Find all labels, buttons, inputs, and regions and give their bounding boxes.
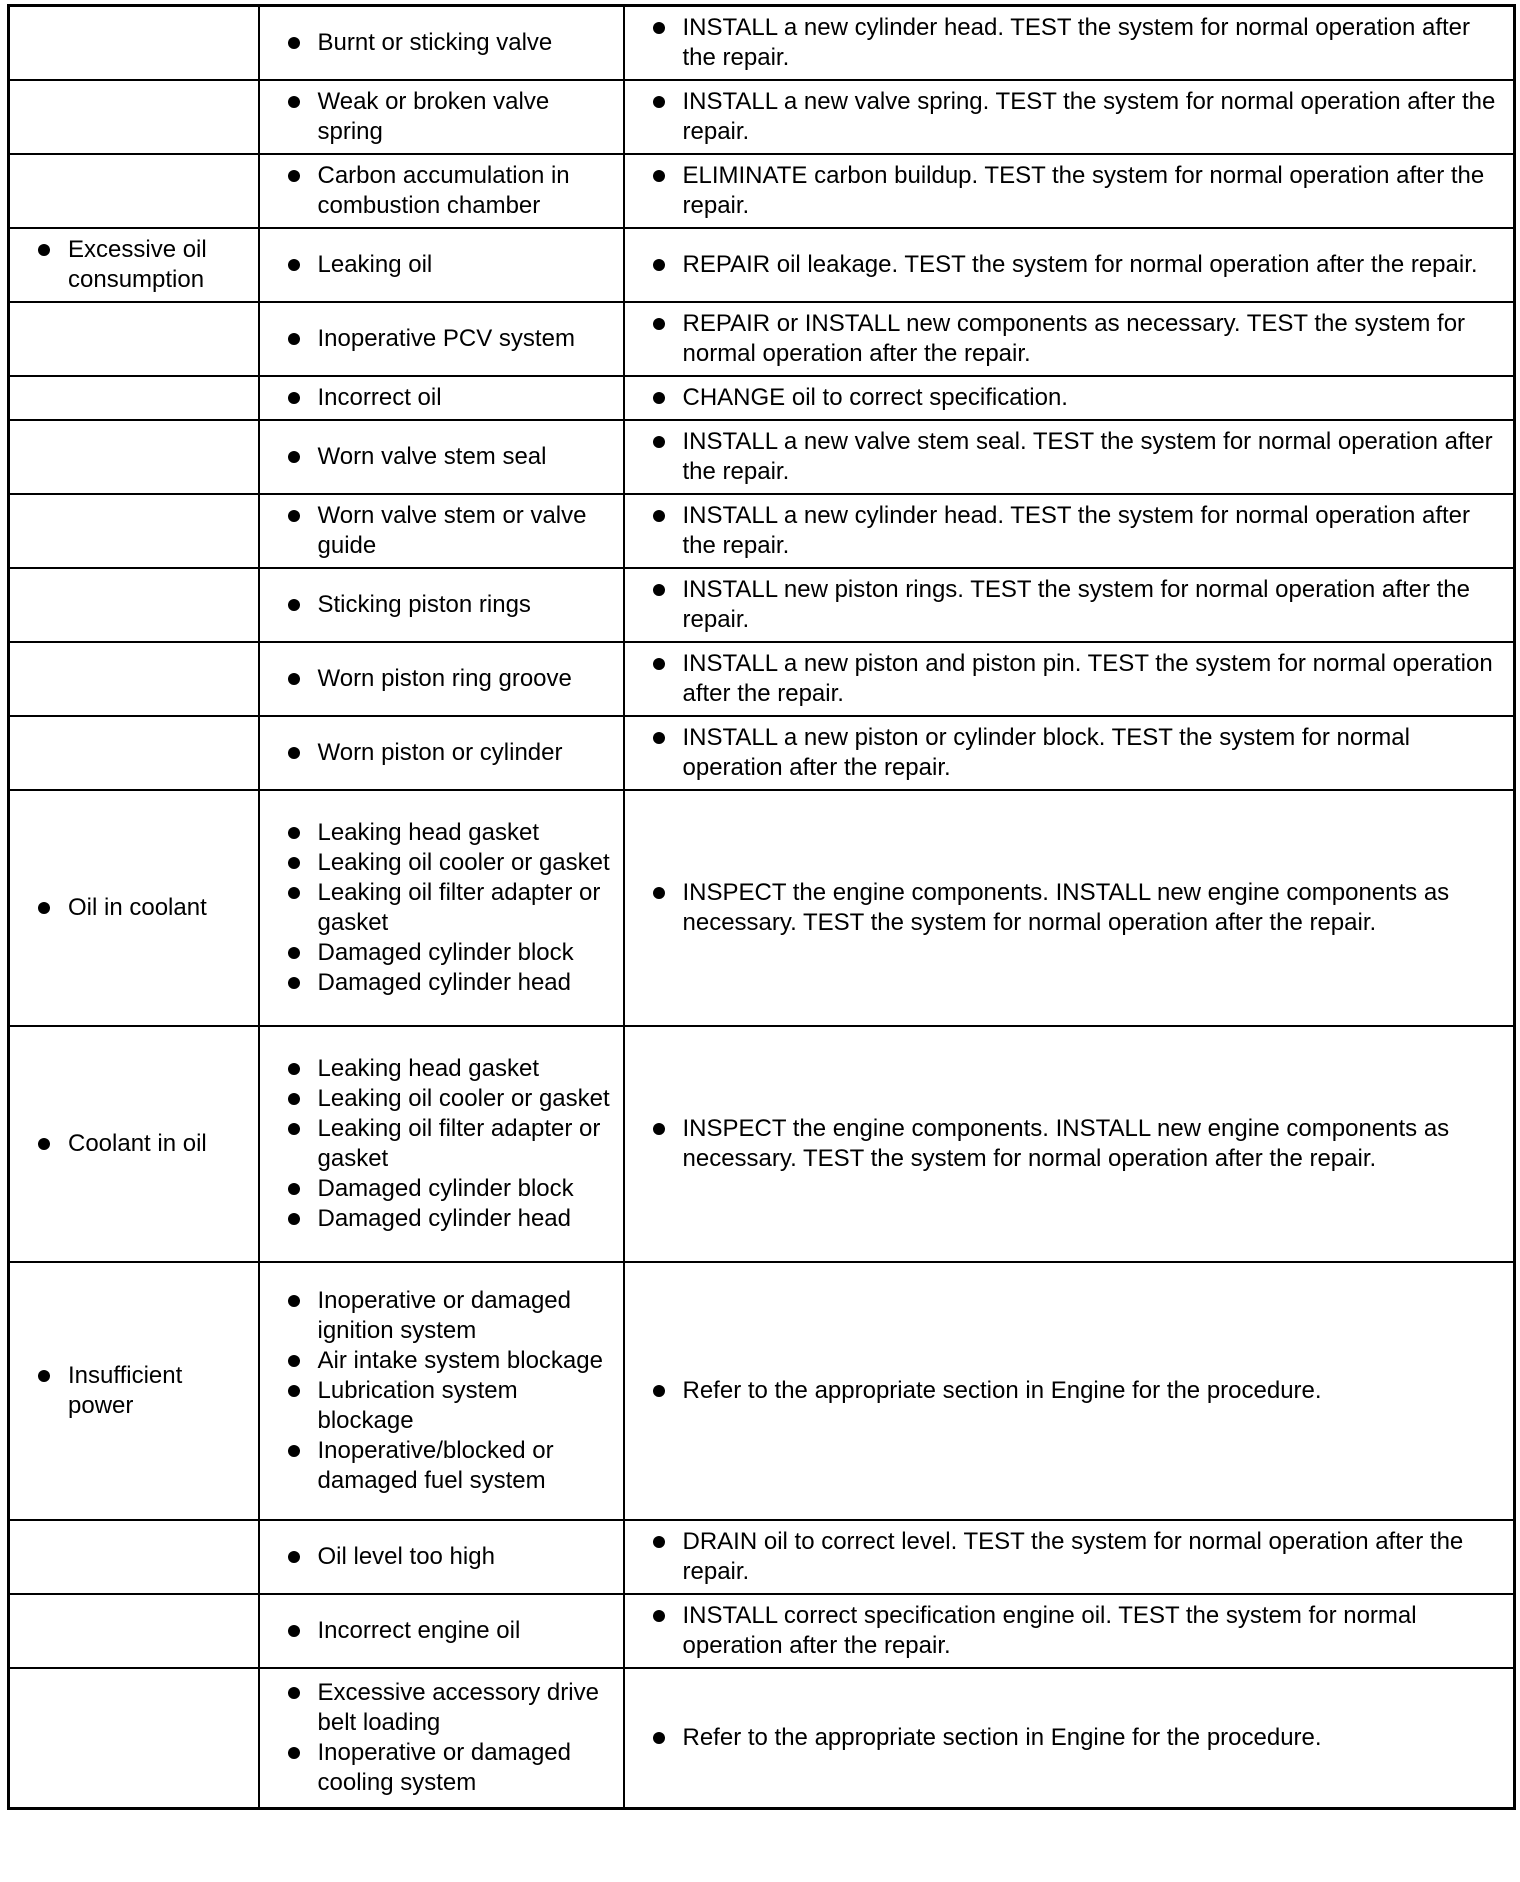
cause-cell-list	[260, 81, 623, 153]
table-row	[9, 80, 1515, 154]
condition-cell	[9, 1262, 259, 1520]
cause-cell-list	[260, 436, 623, 478]
table-row	[9, 568, 1515, 642]
condition-cell	[9, 568, 259, 642]
condition-cell	[9, 1026, 259, 1262]
bullet-item: INSTALL a new piston and piston pin. TEST the system for normal operation after the repair.	[625, 649, 1504, 709]
bullet-item: Worn valve stem seal	[260, 442, 615, 472]
cause-cell	[259, 420, 624, 494]
bullet-item: Damaged cylinder head	[260, 968, 615, 998]
bullet-item: Leaking oil filter adapter or gasket	[260, 1114, 615, 1174]
bullet-item: Damaged cylinder head	[260, 1204, 615, 1234]
action-cell-list	[625, 1370, 1514, 1412]
bullet-item: Carbon accumulation in combustion chamber	[260, 161, 615, 221]
cause-cell	[259, 1520, 624, 1594]
action-cell-list	[625, 495, 1514, 567]
action-cell-list	[625, 303, 1514, 375]
table-row	[9, 1594, 1515, 1668]
table-row	[9, 228, 1515, 302]
action-cell	[624, 80, 1515, 154]
bullet-item: Leaking oil cooler or gasket	[260, 848, 615, 878]
bullet-item: INSTALL a new cylinder head. TEST the system for normal operation after the repair.	[625, 501, 1504, 561]
condition-cell	[9, 80, 259, 154]
condition-cell	[9, 494, 259, 568]
cause-cell	[259, 376, 624, 420]
cause-cell-list	[260, 22, 623, 64]
action-cell-list	[625, 377, 1514, 419]
table-row	[9, 376, 1515, 420]
action-cell-list	[625, 81, 1514, 153]
symptom-diagnosis-table	[7, 4, 1516, 1810]
cause-cell	[259, 302, 624, 376]
bullet-item: Lubrication system blockage	[260, 1376, 615, 1436]
condition-cell	[9, 716, 259, 790]
action-cell-list	[625, 1717, 1514, 1759]
cause-cell-list	[260, 495, 623, 567]
bullet-item: DRAIN oil to correct level. TEST the system for normal operation after the repair.	[625, 1527, 1504, 1587]
cause-cell	[259, 494, 624, 568]
cause-cell-list	[260, 584, 623, 626]
cause-cell	[259, 80, 624, 154]
cause-cell-list	[260, 1672, 623, 1804]
cause-cell-list	[260, 1280, 623, 1502]
cause-cell-list	[260, 1048, 623, 1240]
condition-cell	[9, 228, 259, 302]
action-cell	[624, 1520, 1515, 1594]
bullet-item: Inoperative PCV system	[260, 324, 615, 354]
bullet-item: Burnt or sticking valve	[260, 28, 615, 58]
bullet-item: INSPECT the engine components. INSTALL new engine components as necessary. TEST the system for normal operation after the repair.	[625, 878, 1504, 938]
cause-cell-list	[260, 812, 623, 1004]
table-row	[9, 494, 1515, 568]
bullet-item: Excessive accessory drive belt loading	[260, 1678, 615, 1738]
table-row	[9, 790, 1515, 1026]
condition-cell	[9, 302, 259, 376]
cause-cell	[259, 568, 624, 642]
action-cell	[624, 302, 1515, 376]
table-row	[9, 154, 1515, 228]
cause-cell-list	[260, 1536, 623, 1578]
bullet-item: Worn piston ring groove	[260, 664, 615, 694]
bullet-item: Leaking oil cooler or gasket	[260, 1084, 615, 1114]
action-cell	[624, 716, 1515, 790]
cause-cell	[259, 716, 624, 790]
cause-cell-list	[260, 732, 623, 774]
action-cell-list	[625, 421, 1514, 493]
action-cell-list	[625, 7, 1514, 79]
bullet-item: INSTALL a new cylinder head. TEST the system for normal operation after the repair.	[625, 13, 1504, 73]
action-cell	[624, 790, 1515, 1026]
cause-cell	[259, 1026, 624, 1262]
bullet-item: Leaking head gasket	[260, 1054, 615, 1084]
bullet-item: Incorrect oil	[260, 383, 615, 413]
bullet-item: Air intake system blockage	[260, 1346, 615, 1376]
condition-cell	[9, 420, 259, 494]
cause-cell-list	[260, 318, 623, 360]
bullet-item: Sticking piston rings	[260, 590, 615, 620]
table-row	[9, 716, 1515, 790]
bullet-item: REPAIR or INSTALL new components as necessary. TEST the system for normal operation after the repair.	[625, 309, 1504, 369]
action-cell	[624, 6, 1515, 81]
condition-cell-list	[10, 229, 258, 301]
action-cell	[624, 1026, 1515, 1262]
action-cell-list	[625, 1521, 1514, 1593]
cause-cell-list	[260, 1610, 623, 1652]
cause-cell	[259, 1668, 624, 1808]
action-cell	[624, 494, 1515, 568]
condition-cell	[9, 1668, 259, 1808]
table-row	[9, 1520, 1515, 1594]
bullet-item: Coolant in oil	[10, 1129, 250, 1159]
action-cell	[624, 1262, 1515, 1520]
table-body	[9, 6, 1515, 1809]
bullet-item: Damaged cylinder block	[260, 1174, 615, 1204]
bullet-item: Excessive oil consumption	[10, 235, 250, 295]
table-row	[9, 1262, 1515, 1520]
bullet-item: CHANGE oil to correct specification.	[625, 383, 1504, 413]
bullet-item: Leaking oil	[260, 250, 615, 280]
bullet-item: Leaking head gasket	[260, 818, 615, 848]
bullet-item: Incorrect engine oil	[260, 1616, 615, 1646]
table-row	[9, 1026, 1515, 1262]
action-cell	[624, 1594, 1515, 1668]
table-row	[9, 302, 1515, 376]
bullet-item: Leaking oil filter adapter or gasket	[260, 878, 615, 938]
table-row	[9, 6, 1515, 81]
condition-cell	[9, 642, 259, 716]
action-cell-list	[625, 155, 1514, 227]
action-cell	[624, 1668, 1515, 1808]
condition-cell	[9, 154, 259, 228]
bullet-item: ELIMINATE carbon buildup. TEST the system for normal operation after the repair.	[625, 161, 1504, 221]
action-cell	[624, 376, 1515, 420]
cause-cell	[259, 790, 624, 1026]
bullet-item: INSTALL new piston rings. TEST the system for normal operation after the repair.	[625, 575, 1504, 635]
cause-cell-list	[260, 244, 623, 286]
condition-cell	[9, 1594, 259, 1668]
cause-cell	[259, 154, 624, 228]
table-row	[9, 642, 1515, 716]
bullet-item: INSTALL a new valve stem seal. TEST the system for normal operation after the repair.	[625, 427, 1504, 487]
action-cell	[624, 420, 1515, 494]
cause-cell	[259, 642, 624, 716]
cause-cell	[259, 6, 624, 81]
bullet-item: REPAIR oil leakage. TEST the system for normal operation after the repair.	[625, 250, 1504, 280]
condition-cell	[9, 376, 259, 420]
bullet-item: Inoperative/blocked or damaged fuel system	[260, 1436, 615, 1496]
condition-cell-list	[10, 1123, 258, 1165]
condition-cell	[9, 6, 259, 81]
bullet-item: Worn valve stem or valve guide	[260, 501, 615, 561]
bullet-item: Inoperative or damaged cooling system	[260, 1738, 615, 1798]
action-cell-list	[625, 643, 1514, 715]
bullet-item: Insufficient power	[10, 1361, 250, 1421]
cause-cell	[259, 1262, 624, 1520]
table-row	[9, 420, 1515, 494]
condition-cell	[9, 790, 259, 1026]
condition-cell-list	[10, 1355, 258, 1427]
cause-cell-list	[260, 377, 623, 419]
bullet-item: INSTALL a new valve spring. TEST the system for normal operation after the repair.	[625, 87, 1504, 147]
action-cell-list	[625, 717, 1514, 789]
bullet-item: Oil level too high	[260, 1542, 615, 1572]
action-cell-list	[625, 1595, 1514, 1667]
bullet-item: Weak or broken valve spring	[260, 87, 615, 147]
cause-cell-list	[260, 658, 623, 700]
action-cell	[624, 642, 1515, 716]
bullet-item: Inoperative or damaged ignition system	[260, 1286, 615, 1346]
action-cell	[624, 154, 1515, 228]
cause-cell	[259, 1594, 624, 1668]
cause-cell-list	[260, 155, 623, 227]
action-cell-list	[625, 1108, 1514, 1180]
bullet-item: INSPECT the engine components. INSTALL new engine components as necessary. TEST the system for normal operation after the repair.	[625, 1114, 1504, 1174]
action-cell	[624, 228, 1515, 302]
bullet-item: Refer to the appropriate section in Engine for the procedure.	[625, 1723, 1504, 1753]
bullet-item: INSTALL correct specification engine oil. TEST the system for normal operation after the repair.	[625, 1601, 1504, 1661]
condition-cell-list	[10, 887, 258, 929]
bullet-item: INSTALL a new piston or cylinder block. TEST the system for normal operation after the repair.	[625, 723, 1504, 783]
action-cell	[624, 568, 1515, 642]
action-cell-list	[625, 569, 1514, 641]
table-row	[9, 1668, 1515, 1808]
action-cell-list	[625, 244, 1514, 286]
cause-cell	[259, 228, 624, 302]
condition-cell	[9, 1520, 259, 1594]
bullet-item: Damaged cylinder block	[260, 938, 615, 968]
bullet-item: Refer to the appropriate section in Engine for the procedure.	[625, 1376, 1504, 1406]
bullet-item: Oil in coolant	[10, 893, 250, 923]
action-cell-list	[625, 872, 1514, 944]
bullet-item: Worn piston or cylinder	[260, 738, 615, 768]
diagnosis-table-page	[7, 4, 1513, 1810]
